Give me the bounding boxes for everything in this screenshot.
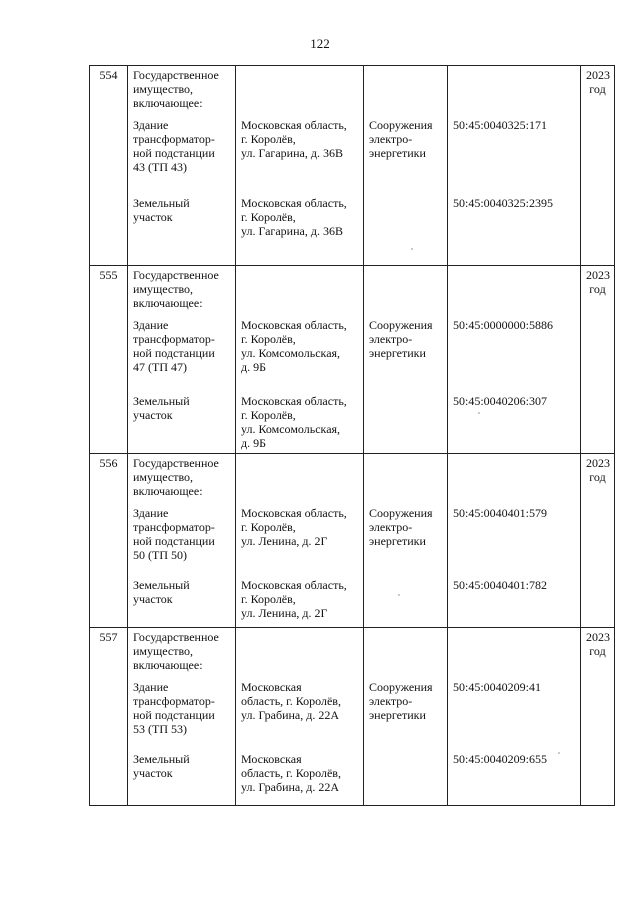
land-purpose [364, 576, 448, 628]
property-registry-table [89, 65, 615, 806]
building-cadastral: 50:45:0040401:579 [448, 504, 581, 576]
item-header: Государственное имущество, включающее: [128, 266, 236, 316]
land-purpose [364, 750, 448, 806]
item-year: 2023 год [581, 266, 615, 316]
item-header: Государственное имущество, включающее: [128, 454, 236, 504]
land-name: Земельный участок [128, 750, 236, 806]
table-row [90, 504, 615, 576]
table-row [90, 116, 615, 194]
building-name: Здание трансформатор- ной подстанции 53 (ТП 53) [128, 678, 236, 750]
scan-speck [478, 412, 480, 414]
table-row [90, 750, 615, 806]
scan-speck [411, 248, 413, 250]
item-number: 555 [90, 266, 128, 316]
building-address: Московская область, г. Королёв, ул. Грабина, д. 22А [236, 678, 364, 750]
land-purpose [364, 392, 448, 454]
land-address: Московская область, г. Королёв, ул. Грабина, д. 22А [236, 750, 364, 806]
table-row [90, 66, 615, 116]
land-address: Московская область, г. Королёв, ул. Ленина, д. 2Г [236, 576, 364, 628]
land-cadastral: 50:45:0040206:307 [448, 392, 581, 454]
scan-speck [398, 594, 400, 596]
table-row [90, 454, 615, 504]
building-purpose: Сооружения электро- энергетики [364, 116, 448, 194]
building-name: Здание трансформатор- ной подстанции 50 (ТП 50) [128, 504, 236, 576]
scan-speck [558, 752, 560, 754]
building-cadastral: 50:45:0000000:5886 [448, 316, 581, 392]
item-year: 2023 год [581, 66, 615, 116]
land-purpose [364, 194, 448, 266]
building-address: Московская область, г. Королёв, ул. Комсомольская, д. 9Б [236, 316, 364, 392]
building-purpose: Сооружения электро- энергетики [364, 678, 448, 750]
land-address: Московская область, г. Королёв, ул. Комсомольская, д. 9Б [236, 392, 364, 454]
building-name: Здание трансформатор- ной подстанции 43 (ТП 43) [128, 116, 236, 194]
item-header: Государственное имущество, включающее: [128, 628, 236, 678]
item-number: 554 [90, 66, 128, 116]
building-cadastral: 50:45:0040209:41 [448, 678, 581, 750]
page-number: 122 [310, 36, 330, 51]
land-cadastral: 50:45:0040325:2395 [448, 194, 581, 266]
item-header: Государственное имущество, включающее: [128, 66, 236, 116]
building-address: Московская область, г. Королёв, ул. Ленина, д. 2Г [236, 504, 364, 576]
land-name: Земельный участок [128, 194, 236, 266]
land-name: Земельный участок [128, 392, 236, 454]
building-cadastral: 50:45:0040325:171 [448, 116, 581, 194]
item-number: 557 [90, 628, 128, 678]
land-cadastral: 50:45:0040209:655 [448, 750, 581, 806]
land-address: Московская область, г. Королёв, ул. Гагарина, д. 36В [236, 194, 364, 266]
table-row [90, 628, 615, 678]
item-year: 2023 год [581, 628, 615, 678]
building-purpose: Сооружения электро- энергетики [364, 316, 448, 392]
table-row [90, 678, 615, 750]
land-cadastral: 50:45:0040401:782 [448, 576, 581, 628]
building-name: Здание трансформатор- ной подстанции 47 (ТП 47) [128, 316, 236, 392]
table-row [90, 576, 615, 628]
land-name: Земельный участок [128, 576, 236, 628]
table-row [90, 266, 615, 316]
table-row [90, 392, 615, 454]
building-purpose: Сооружения электро- энергетики [364, 504, 448, 576]
building-address: Московская область, г. Королёв, ул. Гагарина, д. 36В [236, 116, 364, 194]
item-number: 556 [90, 454, 128, 504]
table-row [90, 316, 615, 392]
item-year: 2023 год [581, 454, 615, 504]
table-row [90, 194, 615, 266]
